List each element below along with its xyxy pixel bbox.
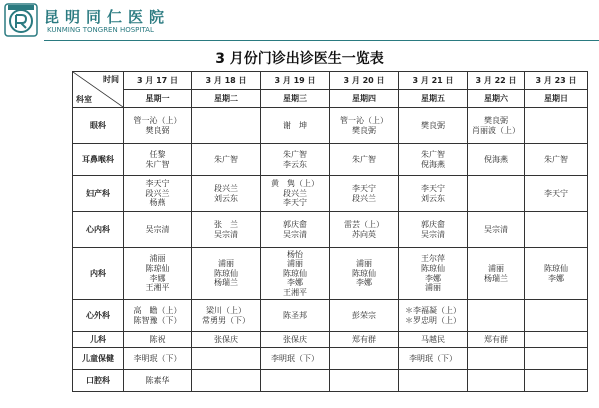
schedule-cell [124,300,192,332]
doctor-name: 任黎 [149,149,166,159]
schedule-cell [261,248,330,300]
doctor-name: 李明珉（下） [271,353,319,363]
schedule-cell [192,212,261,248]
schedule-cell [124,212,192,248]
weekday-header: 星期日 [525,90,588,108]
doctor-name: 浦丽 [488,263,504,273]
doctor-name: 陈智豫（下） [133,315,182,325]
doctor-name: 张 兰 [214,219,238,229]
doctor-name: 杨怡 [287,249,303,259]
schedule-cell [192,176,261,212]
schedule-cell [399,212,468,248]
doctor-name: 樊良弼 [352,125,376,135]
doctor-name: 陈祝 [149,334,166,344]
doctor-name: ＊罗忠明（上） [405,315,461,325]
schedule-cell [124,370,192,392]
doctor-name: 陈素华 [145,375,170,385]
doctor-name: 段兴兰 [145,188,170,198]
doctor-name: 吴宗清 [214,229,238,239]
schedule-cell [192,370,261,392]
doctor-name: 樊良弼 [484,115,508,125]
doctor-name: 李天宁 [544,188,568,198]
schedule-cell [468,348,525,370]
hospital-header [0,0,599,40]
date-header: 3 月 17 日 [124,72,192,90]
weekday-header: 星期五 [399,90,468,108]
schedule-cell [468,332,525,348]
schedule-cell [124,332,192,348]
schedule-cell [399,108,468,144]
doctor-name: 郭庆畲 [283,219,307,229]
table-row [73,212,588,248]
schedule-cell [525,176,588,212]
schedule-cell [525,370,588,392]
doctor-name: 李娜 [548,273,564,283]
corner-time-label: 时间 [103,75,119,84]
schedule-cell [525,332,588,348]
schedule-cell [192,300,261,332]
doctor-name: 梁川（上） [206,305,246,315]
schedule-cell [468,248,525,300]
date-header: 3 月 21 日 [399,72,468,90]
doctor-name: 吴宗清 [145,224,170,234]
dept-cell: 耳鼻喉科 [73,144,124,176]
schedule-cell [192,348,261,370]
schedule-cell [399,348,468,370]
doctor-name: 李天宁 [145,179,170,189]
weekday-header: 星期三 [261,90,330,108]
table-row [73,144,588,176]
doctor-name: 吴宗清 [421,229,445,239]
schedule-cell [330,348,399,370]
doctor-name: 段兴兰 [352,193,376,203]
doctor-name: 樊良弼 [421,120,445,130]
schedule-cell [192,144,261,176]
doctor-name: 张保庆 [214,334,238,344]
doctor-name: 朱广智 [421,149,445,159]
schedule-cell [124,248,192,300]
doctor-name: 陈琼仙 [145,263,170,273]
doctor-name: 李娜 [287,278,303,288]
doctor-name: 朱广智 [544,154,568,164]
dept-cell: 内科 [73,248,124,300]
doctor-name: 李娜 [425,273,441,283]
doctor-name: 浦丽 [218,259,234,269]
schedule-cell [192,248,261,300]
date-header: 3 月 23 日 [525,72,588,90]
schedule-cell [468,176,525,212]
table-row [73,108,588,144]
schedule-cell [330,300,399,332]
table-row [73,348,588,370]
doctor-name: 朱广智 [352,154,376,164]
schedule-table [72,71,588,392]
schedule-cell [330,176,399,212]
doctor-name: 陈琼仙 [214,268,238,278]
header-divider [44,40,599,41]
date-header: 3 月 22 日 [468,72,525,90]
doctor-name: 吴宗清 [283,229,307,239]
doctor-name: 陈琼仙 [283,268,307,278]
doctor-name: 高 瞻（上） [133,305,182,315]
doctor-name: 朱广智 [214,154,238,164]
schedule-cell [399,332,468,348]
schedule-cell [124,144,192,176]
doctor-name: 浦丽 [356,259,372,269]
doctor-name: 李明珉（下） [133,353,182,363]
doctor-name: 郭庆畲 [421,219,445,229]
doctor-name: 谢 坤 [283,120,307,130]
doctor-name: 樊良弼 [145,125,170,135]
doctor-name: 李云东 [283,159,307,169]
schedule-cell [192,108,261,144]
doctor-name: 李娜 [356,278,372,288]
schedule-cell [330,370,399,392]
hospital-name-en: KUNMING TONGREN HOSPITAL [47,26,154,34]
doctor-name: 倪海燕 [484,154,508,164]
doctor-name: 管一沁（上） [133,115,182,125]
doctor-name: 李天宁 [283,198,307,208]
doctor-name: 王湘平 [283,287,307,297]
schedule-cell [261,176,330,212]
doctor-name: 黄 隽（上） [271,179,319,189]
weekday-header: 星期四 [330,90,399,108]
schedule-cell [261,348,330,370]
dept-cell: 儿科 [73,332,124,348]
schedule-cell [261,212,330,248]
page-title: 3 月份门诊出诊医生一览表 [215,51,384,67]
doctor-name: 杨瑞兰 [214,278,238,288]
doctor-name: 常勇男（下） [202,315,250,325]
schedule-cell [525,300,588,332]
schedule-cell [124,108,192,144]
doctor-name: 雷芸（上） [344,219,384,229]
doctor-name: 陈圣邦 [283,310,307,320]
doctor-name: 马越民 [421,334,445,344]
schedule-cell [330,248,399,300]
date-header: 3 月 18 日 [192,72,261,90]
schedule-cell [468,370,525,392]
dept-cell: 口腔科 [73,370,124,392]
table-row [73,248,588,300]
doctor-name: ＊李福凝（上） [405,305,461,315]
doctor-name: 段兴兰 [214,183,238,193]
table-row [73,300,588,332]
doctor-name: 朱广智 [283,149,307,159]
schedule-cell [399,370,468,392]
dept-cell: 心内科 [73,212,124,248]
date-header: 3 月 19 日 [261,72,330,90]
doctor-name: 杨瑞兰 [484,273,508,283]
doctor-name: 李明珉（下） [409,353,457,363]
schedule-cell [399,300,468,332]
dept-cell: 眼科 [73,108,124,144]
schedule-cell [399,144,468,176]
schedule-cell [330,332,399,348]
table-row [73,370,588,392]
dept-cell: 心外科 [73,300,124,332]
doctor-name: 浦丽 [287,259,303,269]
schedule-cell [124,348,192,370]
dept-cell: 儿童保健 [73,348,124,370]
weekday-header: 星期六 [468,90,525,108]
doctor-name: 郑有群 [484,334,508,344]
schedule-cell [525,212,588,248]
doctor-name: 李娜 [149,273,166,283]
schedule-cell [261,332,330,348]
hospital-logo-icon [4,3,38,37]
schedule-cell [261,300,330,332]
doctor-name: 浦丽 [425,283,441,293]
doctor-name: 苏向英 [352,229,376,239]
table-row [73,176,588,212]
doctor-name: 肖丽波（上） [472,125,520,135]
schedule-cell [261,370,330,392]
doctor-name: 郑有群 [352,334,376,344]
doctor-name: 刘云东 [214,193,238,203]
doctor-name: 李天宁 [352,183,376,193]
date-header: 3 月 20 日 [330,72,399,90]
table-row [73,332,588,348]
schedule-cell [399,248,468,300]
schedule-cell [468,212,525,248]
schedule-cell [468,108,525,144]
hospital-name-cn: 昆明同仁医院 [44,8,171,26]
doctor-name: 李天宁 [421,183,445,193]
schedule-cell [399,176,468,212]
schedule-cell [261,144,330,176]
schedule-cell [192,332,261,348]
schedule-cell [468,144,525,176]
schedule-cell [525,348,588,370]
doctor-name: 浦丽 [149,254,166,264]
doctor-name: 陈琼仙 [421,263,445,273]
dept-cell: 妇产科 [73,176,124,212]
doctor-name: 段兴兰 [283,188,307,198]
schedule-cell [124,176,192,212]
doctor-name: 朱广智 [145,159,170,169]
doctor-name: 刘云东 [421,193,445,203]
schedule-cell [525,144,588,176]
doctor-name: 张保庆 [283,334,307,344]
weekday-header: 星期一 [124,90,192,108]
corner-dept-label: 科室 [76,95,92,105]
schedule-cell [525,248,588,300]
schedule-cell [468,300,525,332]
doctor-name: 倪海燕 [421,159,445,169]
doctor-name: 陈琼仙 [352,268,376,278]
doctor-name: 吴宗清 [484,224,508,234]
schedule-cell [525,108,588,144]
corner-header [73,72,124,108]
doctor-name: 陈琼仙 [544,263,568,273]
schedule-cell [330,212,399,248]
weekday-header: 星期二 [192,90,261,108]
schedule-cell [261,108,330,144]
doctor-name: 杨燕 [149,198,166,208]
doctor-name: 彭荣宗 [352,310,376,320]
doctor-name: 王湘平 [145,283,170,293]
schedule-cell [330,108,399,144]
doctor-name: 管一沁（上） [340,115,388,125]
doctor-name: 王尔萍 [421,254,445,264]
schedule-cell [330,144,399,176]
